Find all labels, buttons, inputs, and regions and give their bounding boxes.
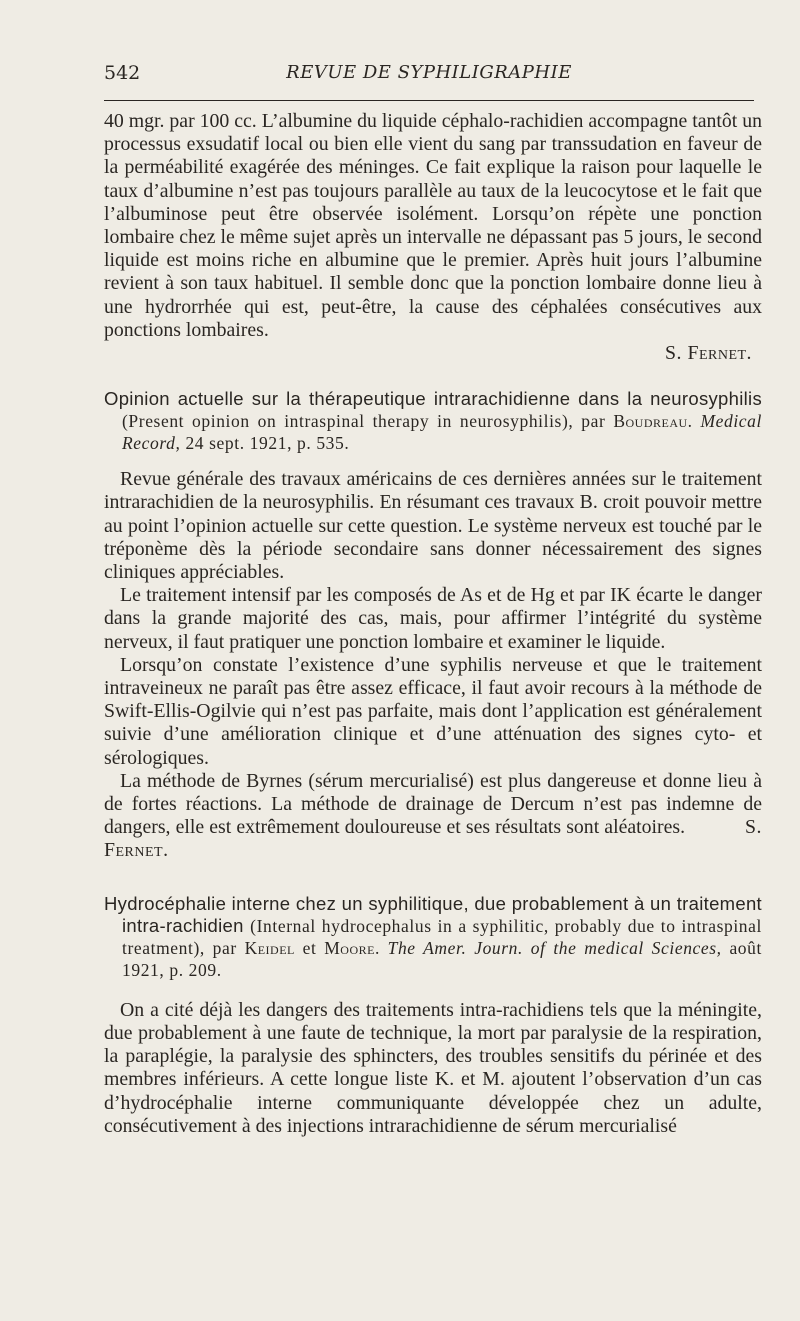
signature-text: S. Fernet. [104,816,762,862]
article-paragraph: Lorsqu’on constate l’existence d’une syphilis nerveuse et que le traitement intraveineux ne paraît pas être assez efficace, il faut avoir recours à la méthode de Swift-Ellis-Ogilvie qui n’est pas parfaite, mais dont l’application est généralement suivie d’une amélioration clinique et d’une atténuation des signes cyto- et sérologiques. [104,653,762,769]
reference-conjunction: et [302,937,317,958]
running-title: REVUE DE SYPHILIGRAPHIE [286,62,572,83]
reference-author: Boudreau. [613,411,693,432]
article-title: Hydrocéphalie interne chez un syphilitique, due probablement à un traitement intra-rachidien [104,892,762,936]
page-number: 542 [104,62,141,84]
reference-journal: Medical Record, [122,411,762,454]
header-rule [104,100,754,101]
article-reference [122,411,762,453]
article-paragraph [104,770,762,863]
page-header [104,62,754,88]
reference-author: Moore. [324,937,380,958]
page-body [104,110,762,1138]
reference-date: 24 sept. 1921, p. 535. [185,433,350,454]
signature [104,342,762,365]
reference-text: (Present opinion on intraspinal therapy in neurosyphilis), par [122,411,606,432]
article-paragraph: On a cité déjà les dangers des traitements intra-rachidiens tels que la méningite, due probablement à une faute de technique, la mort par paralysie de la respiration, la paraplégie, la paralysie des sphincters, des troubles sensitifs du périnée et des membres inférieurs. A cette longue liste K. et M. ajoutent l’observation d’un cas d’hydrocéphalie interne communiquante développée chez un adulte, consécutivement à des injections intrarachidienne de sérum mercurialisé [104,998,762,1137]
reference-date: août 1921, p. 209. [122,937,762,980]
signature-text: S. Fernet. [665,342,752,365]
reference-author: Keidel [244,937,295,958]
paragraph-text: La méthode de Byrnes (sérum mercurialisé) est plus dangereuse et donne lieu à de fortes réactions. La méthode de drainage de Dercum n’est pas indemne de dangers, elle est extrêmement douloureuse et ses résultats sont aléatoires. [104,769,762,839]
article-heading [104,388,762,454]
article-heading [104,893,762,981]
article-title: Opinion actuelle sur la thérapeutique intrarachidienne dans la neurosyphilis [104,388,762,410]
reference-text: (Internal hydrocephalus in a syphilitic, probably due to intraspinal treatment), par [122,915,762,958]
spacer [104,981,762,999]
article-paragraph: Le traitement intensif par les composés de As et de Hg et par IK écarte le danger dans la grande majorité des cas, mais, pour affirmer l’intégrité du système nerveux, il faut pratiquer une ponction lombaire et examiner le liquide. [104,584,762,653]
continued-paragraph: 40 mgr. par 100 cc. L’albumine du liquide céphalo-rachidien accompagne tantôt un processus exsudatif local ou bien elle vient du sang par transsudation en faveur de la perméabilité exagérée des méninges. Ce fait explique la raison pour laquelle le taux d’albumine n’est pas toujours parallèle au taux de la leucocytose et le fait que l’albuminose peut être observée isolément. Lorsqu’on répète une ponction lombaire chez le même sujet après un intervalle ne dépassant pas 5 jours, le second liquide est moins riche en albumine que le premier. Après huit jours l’albumine revient à son taux habituel. Il semble donc que la ponction lombaire donne lieu à une hydrorrhée qui est, peut-être, la cause des céphalées consécutives aux ponctions lombaires. [104,110,762,341]
article-paragraph: Revue générale des travaux américains de ces dernières années sur le traitement intrarachidien de la neurosyphilis. En résumant ces travaux B. croit pouvoir mettre au point l’opinion actuelle sur cette question. Le système nerveux est touché par le tréponème dès la période secondaire sans donner nécessairement des signes cliniques appréciables. [104,468,762,584]
reference-journal: The Amer. Journ. of the medical Sciences, [387,937,722,958]
spacer [104,454,762,468]
